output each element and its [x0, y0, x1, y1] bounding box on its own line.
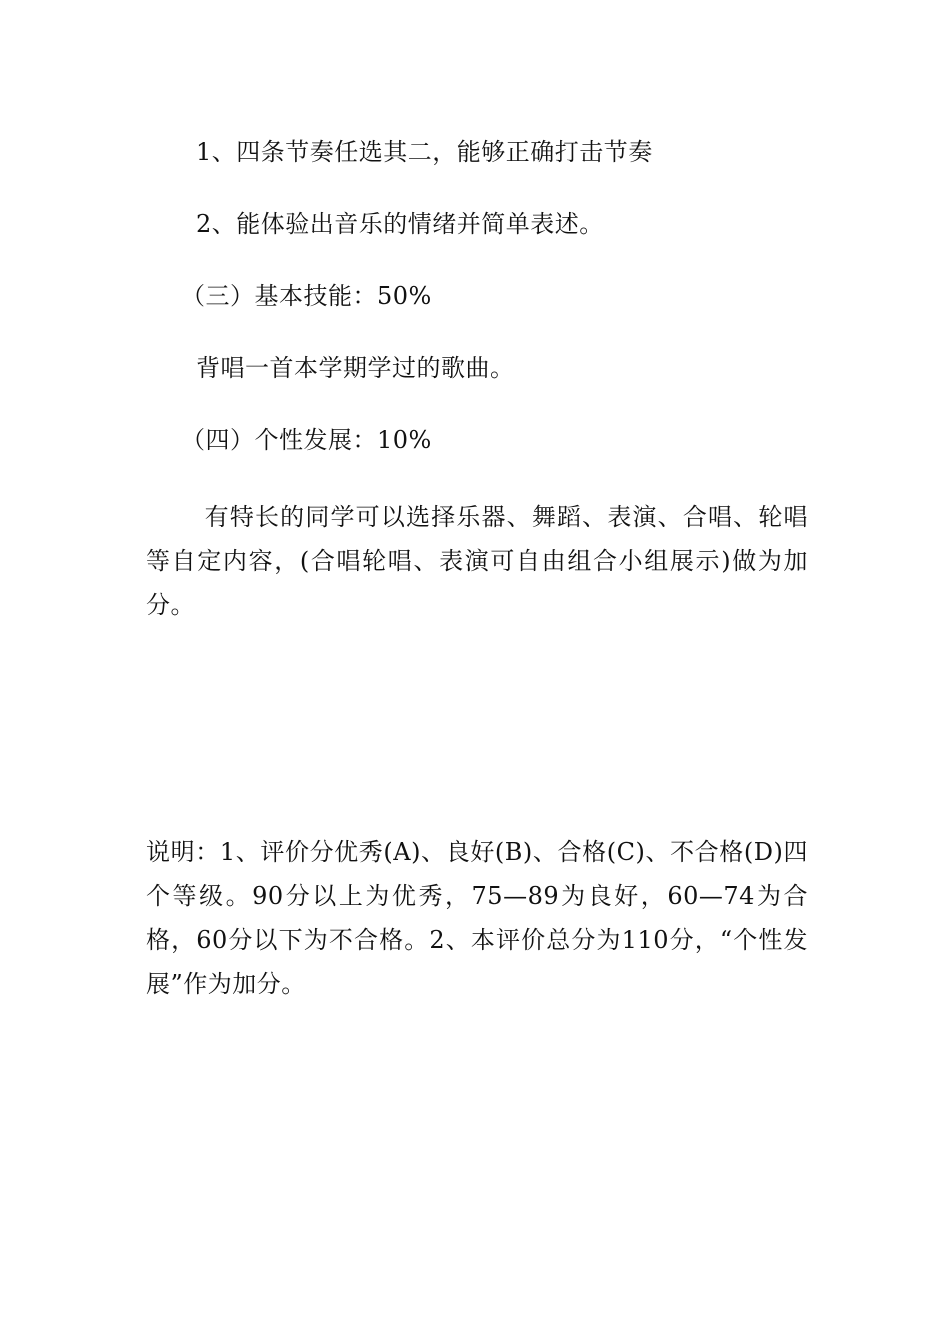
grading-note-paragraph: 说明：1、评价分优秀(A)、良好(B)、合格(C)、不合格(D)四个等级。90分以上为优秀，75—89为良好，60—74为合格，60分以下为不合格。2、本评价总分为110分，“个性发展”作为加分。: [146, 838, 808, 998]
personal-development-heading: （四）个性发展：10%: [181, 426, 432, 454]
singing-requirement-line: 背唱一首本学期学过的歌曲。: [196, 354, 515, 382]
special-talent-paragraph: [146, 495, 808, 627]
emotion-requirement-line: 2、能体验出音乐的情绪并简单表述。: [196, 210, 604, 238]
special-talent-text: 有特长的同学可以选择乐器、舞蹈、表演、合唱、轮唱等自定内容，(合唱轮唱、表演可自由组合小组展示)做为加分。: [146, 503, 808, 619]
rhythm-requirement-line: 1、四条节奏任选其二，能够正确打击节奏: [196, 138, 653, 166]
basic-skills-heading: （三）基本技能：50%: [181, 282, 432, 310]
